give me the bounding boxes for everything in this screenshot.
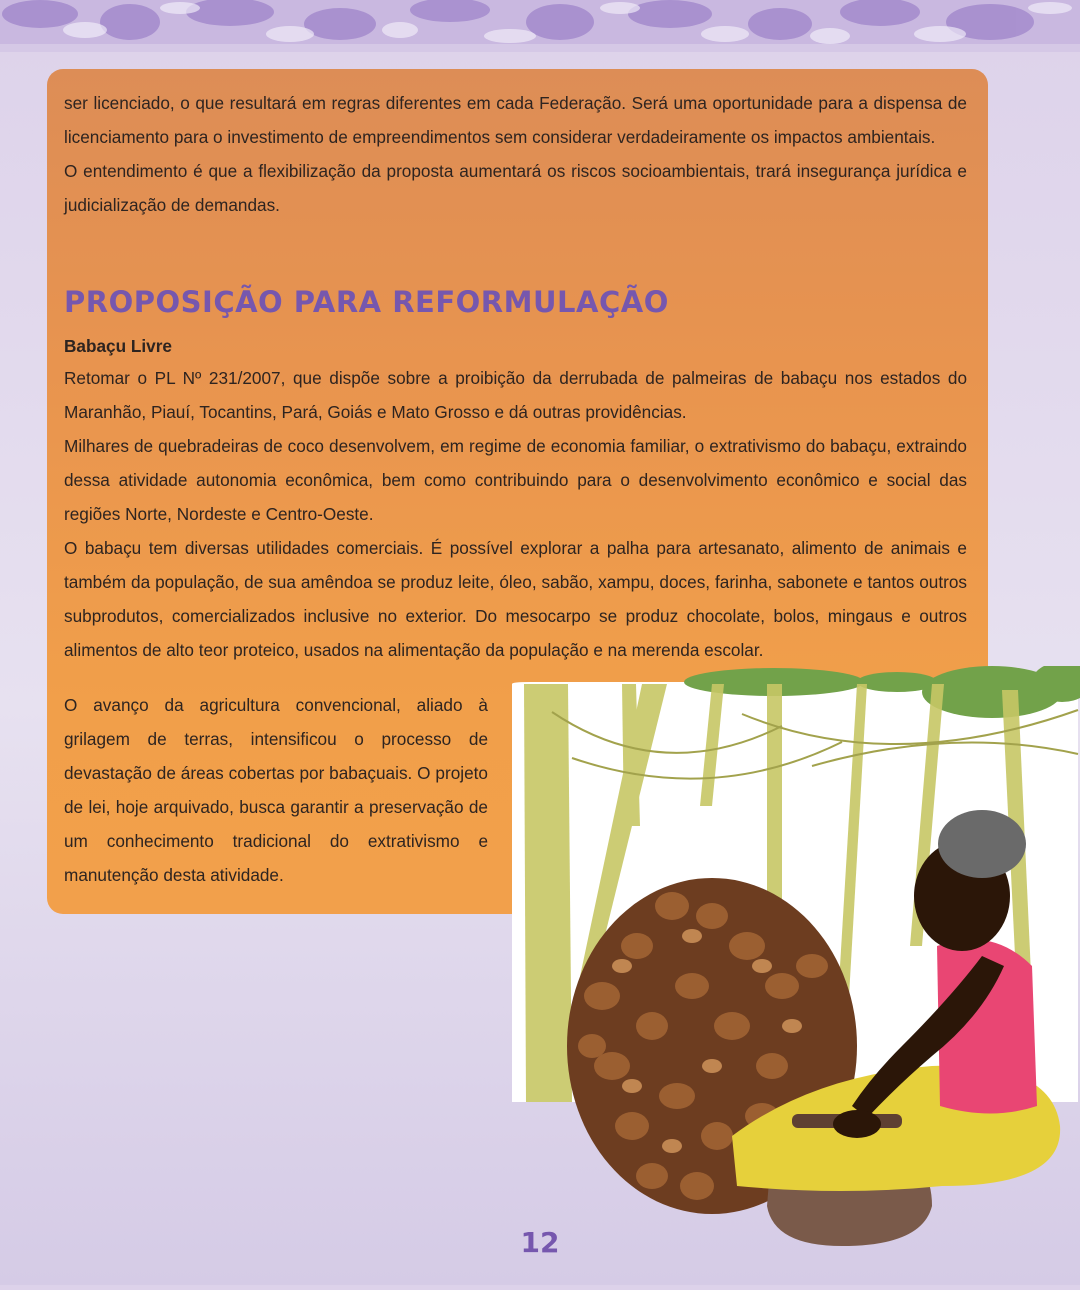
intro-paragraph-1: ser licenciado, o que resultará em regras diferentes em cada Federação. Será uma oportunidade para a dispensa de licenciamento para o investimento de empreendimentos sem considerar verdadeiramente os impactos ambientais. xyxy=(64,93,967,147)
section-paragraph-1: Retomar o PL Nº 231/2007, que dispõe sobre a proibição da derrubada de palmeiras de babaçu nos estados do Maranhão, Piauí, Tocantins, Pará, Goiás e Mato Grosso e dá outras providências. xyxy=(64,368,967,422)
section-heading: PROPOSIÇÃO PARA REFORMULAÇÃO xyxy=(64,285,669,319)
section-paragraph-2: Milhares de quebradeiras de coco desenvolvem, em regime de economia familiar, o extrativismo do babaçu, extraindo dessa atividade autonomia econômica, bem como contribuindo para o desenvolvimento econômico e social das regiões Norte, Nordeste e Centro-Oeste. xyxy=(64,436,967,524)
section-subheading: Babaçu Livre xyxy=(64,336,172,356)
section-narrow-body xyxy=(64,688,488,892)
intro-text xyxy=(64,86,967,222)
intro-paragraph-2: O entendimento é que a flexibilização da proposta aumentará os riscos socioambientais, trará insegurança jurídica e judicialização de demandas. xyxy=(64,161,967,215)
section-body xyxy=(64,361,967,667)
section-paragraph-4: O avanço da agricultura convencional, aliado à grilagem de terras, intensificou o processo de devastação de áreas cobertas por babaçuais. O projeto de lei, hoje arquivado, busca garantir a preservação de um conhecimento tradicional do extrativismo e manutenção desta atividade. xyxy=(64,695,488,885)
section-paragraph-3: O babaçu tem diversas utilidades comerciais. É possível explorar a palha para artesanato, alimento de animais e também da população, de sua amêndoa se produz leite, óleo, sabão, xampu, doces, farinha, sabonete e tantos outros subprodutos, comercializados inclusive no exterior. Do mesocarpo se produz chocolate, bolos, mingaus e outros alimentos de alto teor proteico, usados na alimentação da população e na merenda escolar. xyxy=(64,538,967,660)
page-number: 12 xyxy=(520,1226,560,1259)
babacu-woman-illustration xyxy=(512,666,1080,1285)
floral-banner xyxy=(0,0,1080,52)
